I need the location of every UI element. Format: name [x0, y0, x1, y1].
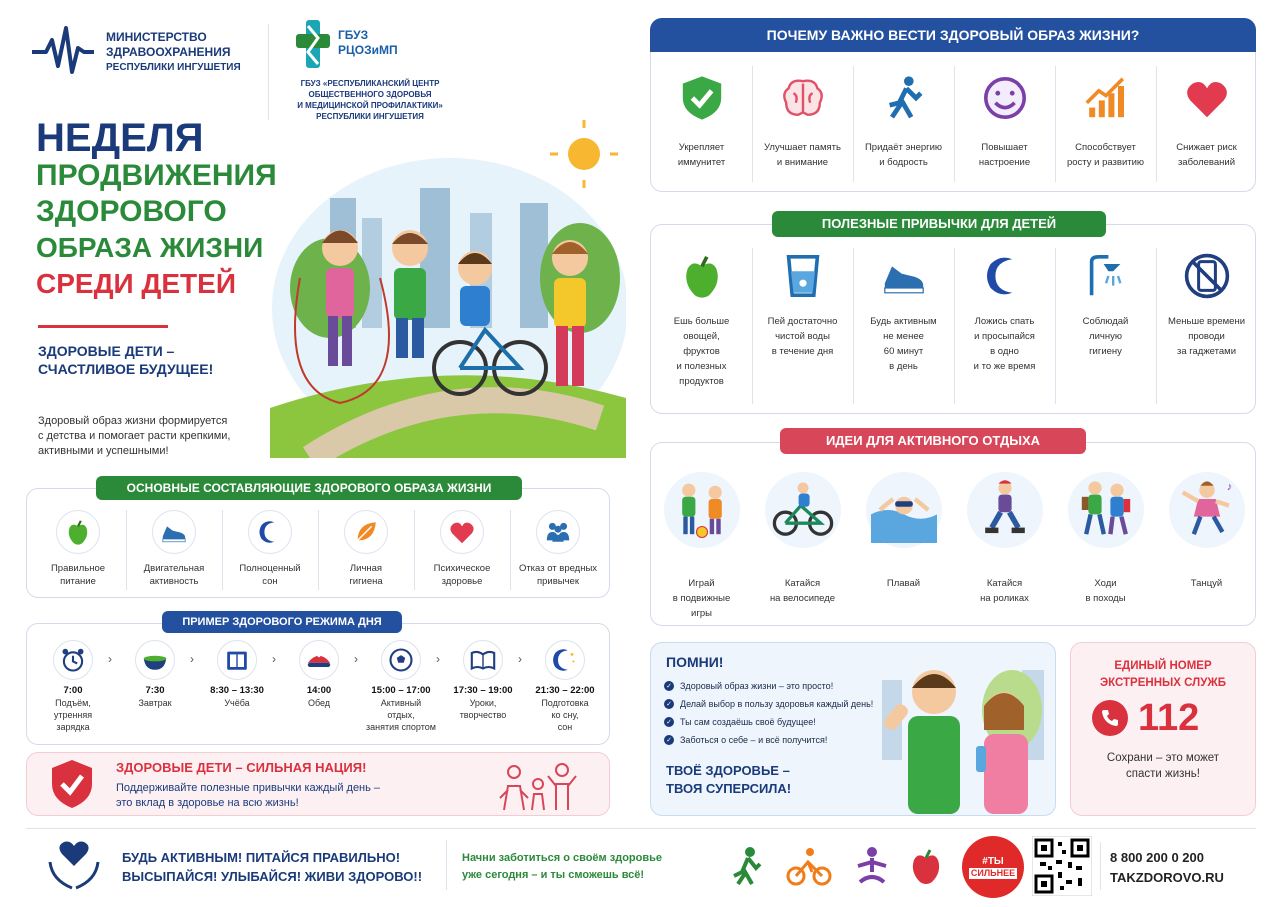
people-icon [536, 510, 580, 554]
no-phone-icon [1183, 252, 1231, 300]
runner-icon [880, 74, 928, 122]
schedule-label: Уроки, творчество [459, 698, 507, 720]
dancer-icon [1169, 472, 1245, 548]
habits-title: ПОЛЕЗНЫЕ ПРИВЫЧКИ ДЛЯ ДЕТЕЙ [772, 211, 1106, 237]
column-divider [954, 66, 955, 182]
ideas-label: Плавай [886, 578, 921, 589]
habits-label: Пей достаточно чистой воды в течение дня [767, 316, 838, 357]
remember-title: ПОМНИ! [666, 654, 724, 670]
component-label: Двигательная активность [143, 563, 205, 587]
heart-icon [440, 510, 484, 554]
column-divider [414, 510, 415, 590]
shield-check-icon [678, 74, 726, 122]
schedule-time: 21:30 – 22:00 [535, 685, 595, 696]
apple-icon [678, 252, 726, 300]
why-label: Придаёт энергию и бодрость [864, 142, 943, 168]
cycling-icon [788, 848, 830, 884]
kids-park-illustration [270, 118, 626, 458]
running-icon [734, 847, 760, 884]
sneaker-icon [152, 510, 196, 554]
sneaker-icon [880, 252, 928, 300]
hiking-icon [1068, 472, 1144, 548]
schedule-label: Подготовка ко сну, сон [541, 698, 589, 732]
emergency-title: ЕДИНЫЙ НОМЕР ЭКСТРЕННЫХ СЛУЖБ [1099, 660, 1227, 689]
chevron-right-icon: › [190, 652, 194, 666]
footer-separator [446, 840, 447, 890]
chevron-right-icon: › [518, 652, 522, 666]
nation-text: Поддерживайте полезные привычки каждый день – это вклад в здоровье на всю жизнь! [116, 782, 381, 809]
habits-label: Ешь больше овощей, фруктов и полезных продуктов [673, 316, 730, 387]
column-divider [853, 66, 854, 182]
smiley-icon [981, 74, 1029, 122]
moon-icon [981, 252, 1029, 300]
column-divider [1156, 66, 1157, 182]
column-divider [1055, 66, 1056, 182]
ideas-label: Катайся на роликах [980, 578, 1029, 604]
components-title: ОСНОВНЫЕ СОСТАВЛЯЮЩИЕ ЗДОРОВОГО ОБРАЗА ЖИЗНИ [96, 476, 522, 500]
roller-skates-icon [967, 472, 1043, 548]
growth-chart-icon [1082, 74, 1130, 122]
ideas-label: Играй в подвижные игры [672, 578, 731, 619]
chevron-right-icon: › [354, 652, 358, 666]
why-label: Укрепляет иммунитет [677, 142, 726, 168]
column-divider [222, 510, 223, 590]
ministry-name: МИНИСТЕРСТВО ЗДРАВООХРАНЕНИЯ РЕСПУБЛИКИ ИНГУШЕТИЯ [106, 30, 241, 73]
column-divider [126, 510, 127, 590]
schedule-label: Завтрак [138, 698, 172, 708]
ideas-label: Катайся на велосипеде [769, 578, 836, 604]
habits-label: Будь активным не менее 60 минут в день [870, 316, 937, 372]
column-divider [954, 248, 955, 404]
remember-item: Ты сам создаёшь своё будущее! [680, 717, 816, 727]
remember-item: Заботься о себе – и всё получится! [680, 735, 828, 745]
emergency-number[interactable]: 112 [1138, 697, 1200, 739]
gbuz-logo [294, 18, 332, 70]
schedule-time: 7:30 [145, 685, 165, 696]
phone-icon[interactable] [1092, 700, 1128, 736]
column-divider [1055, 248, 1056, 404]
shield-check-icon [48, 758, 96, 810]
svg-text:♪: ♪ [1226, 481, 1232, 494]
schedule-label: Подъём, утренняя зарядка [53, 698, 93, 732]
habits-label: Соблюдай личную гигиену [1082, 316, 1129, 357]
chevron-right-icon: › [436, 652, 440, 666]
ideas-label: Танцуй [1190, 578, 1223, 589]
remember-item: Здоровый образ жизни – это просто! [680, 681, 834, 691]
schedule-time: 14:00 [306, 685, 332, 696]
kids-illustration [872, 650, 1052, 814]
schedule-label: Активный отдых, занятия спортом [366, 698, 436, 732]
hands-heart-icon [46, 836, 102, 892]
footer-contacts [1110, 848, 1224, 888]
heart-icon [1183, 74, 1231, 122]
column-divider [853, 248, 854, 404]
family-icon [496, 762, 580, 812]
alarm-clock-icon [53, 640, 93, 680]
website-link[interactable]: TAKZDOROVO.RU [1110, 870, 1224, 885]
column-divider [752, 248, 753, 404]
component-label: Личная гигиена [349, 563, 383, 587]
column-divider [752, 66, 753, 182]
column-divider [318, 510, 319, 590]
lunch-icon [299, 640, 339, 680]
footer-separator-2 [1100, 842, 1101, 890]
schedule-time: 17:30 – 19:00 [453, 685, 513, 696]
schedule-label: Учёба [224, 698, 250, 708]
swimmer-icon [866, 472, 942, 548]
hero-underline [38, 325, 168, 328]
column-divider [510, 510, 511, 590]
hero-description: Здоровый образ жизни формируется с детства и помогает расти крепкими, активными и успешными! [38, 415, 231, 457]
check-icon: ✓ [664, 735, 674, 745]
kids-ball-icon [664, 472, 740, 548]
why-title: ПОЧЕМУ ВАЖНО ВЕСТИ ЗДОРОВЫЙ ОБРАЗ ЖИЗНИ? [650, 18, 1256, 52]
ball-icon [381, 640, 421, 680]
component-label: Отказ от вредных привычек [518, 563, 598, 587]
footer-care: Начни заботиться о своём здоровье уже сегодня – и ты сможешь всё! [462, 852, 662, 881]
ideas-title: ИДЕИ ДЛЯ АКТИВНОГО ОТДЫХА [780, 428, 1086, 454]
habits-label: Меньше времени проводи за гаджетами [1167, 316, 1246, 357]
you-stronger-badge: #ТЫ СИЛЬНЕЕ [962, 836, 1024, 898]
moon-stars-icon [545, 640, 585, 680]
hero-title: НЕДЕЛЯ ПРОДВИЖЕНИЯ ЗДОРОВОГО ОБРАЗА ЖИЗНИ СРЕДИ ДЕТЕЙ [36, 116, 277, 299]
footer-divider [26, 828, 1256, 829]
check-icon: ✓ [664, 699, 674, 709]
bicycle-icon [765, 472, 841, 548]
component-label: Полноценный сон [239, 563, 301, 587]
hero-illustration [270, 118, 626, 458]
apple-icon [913, 850, 939, 884]
medical-cross-icon [294, 18, 332, 70]
gbuz-short: ГБУЗ РЦОЗиМП [338, 28, 398, 57]
ideas-label: Ходи в походы [1085, 578, 1126, 604]
habits-label: Ложись спать и просыпайся в одно и то же время [973, 316, 1036, 372]
header-divider [268, 24, 269, 120]
shower-icon [1082, 252, 1130, 300]
heartbeat-icon [30, 22, 96, 78]
schedule-time: 15:00 – 17:00 [371, 685, 431, 696]
schedule-time: 8:30 – 13:30 [210, 685, 264, 696]
water-glass-icon [779, 252, 827, 300]
why-label: Снижает риск заболеваний [1176, 142, 1237, 168]
gbuz-full: ГБУЗ «РЕСПУБЛИКАНСКИЙ ЦЕНТР ОБЩЕСТВЕННОГО ЗДОРОВЬЯ И МЕДИЦИНСКОЙ ПРОФИЛАКТИКИ» РЕСПУБЛИКИ ИНГУШЕТИЯ [297, 79, 443, 121]
footer-slogan: БУДЬ АКТИВНЫМ! ПИТАЙСЯ ПРАВИЛЬНО! ВЫСЫПАЙСЯ! УЛЫБАЙСЯ! ЖИВИ ЗДОРОВО!! [122, 850, 423, 884]
why-label: Повышает настроение [978, 142, 1031, 168]
hotline-number[interactable]: 8 800 200 0 200 [1110, 850, 1204, 865]
leaf-icon [344, 510, 388, 554]
nation-title: ЗДОРОВЫЕ ДЕТИ – СИЛЬНАЯ НАЦИЯ! [116, 760, 367, 775]
bowl-icon [135, 640, 175, 680]
schedule-title: ПРИМЕР ЗДОРОВОГО РЕЖИМА ДНЯ [162, 611, 402, 633]
apple-icon [56, 510, 100, 554]
remember-item: Делай выбор в пользу здоровья каждый день! [680, 699, 874, 709]
emergency-text: Сохрани – это может спасти жизнь! [1106, 752, 1220, 780]
yoga-icon [858, 847, 886, 882]
why-label: Способствует росту и развитию [1066, 142, 1145, 168]
qr-code[interactable] [1032, 836, 1092, 896]
book-icon [217, 640, 257, 680]
check-icon: ✓ [664, 681, 674, 691]
chevron-right-icon: › [272, 652, 276, 666]
ministry-logo [30, 22, 96, 78]
remember-slogan: ТВОЁ ЗДОРОВЬЕ – ТВОЯ СУПЕРСИЛА! [666, 763, 792, 796]
hero-slogan: ЗДОРОВЫЕ ДЕТИ – СЧАСТЛИВОЕ БУДУЩЕЕ! [38, 343, 214, 377]
open-book-icon [463, 640, 503, 680]
why-label: Улучшает память и внимание [764, 142, 841, 168]
check-icon: ✓ [664, 717, 674, 727]
chevron-right-icon: › [108, 652, 112, 666]
moon-icon [248, 510, 292, 554]
schedule-label: Обед [307, 698, 331, 708]
component-label: Правильное питание [50, 563, 106, 587]
brain-icon [779, 74, 827, 122]
schedule-time: 7:00 [63, 685, 83, 696]
component-label: Психическое здоровье [433, 563, 491, 587]
column-divider [1156, 248, 1157, 404]
footer-icons [726, 842, 946, 890]
